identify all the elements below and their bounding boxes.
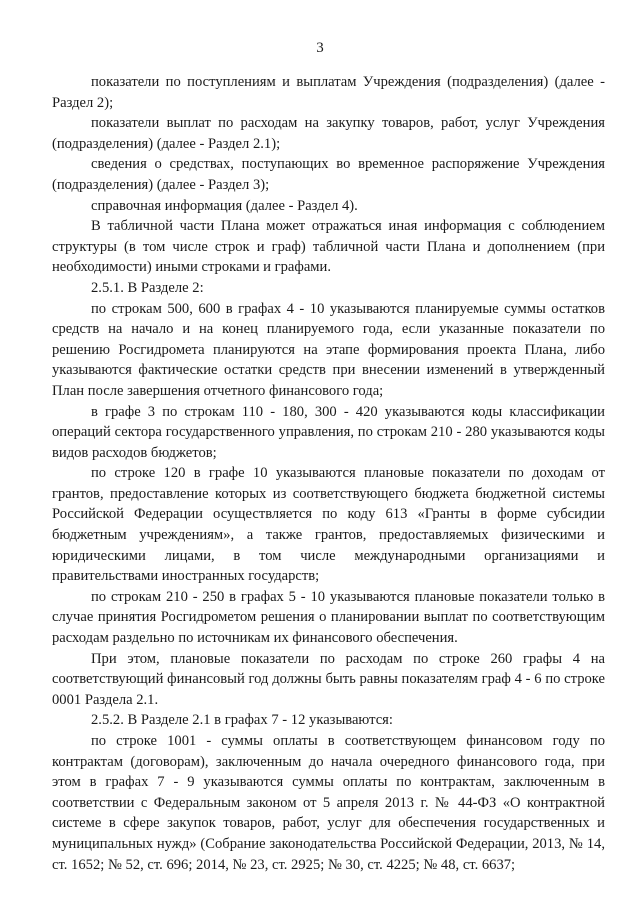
- paragraph: сведения о средствах, поступающих во временное распоряжение Учреждения (подразделения) (далее - Раздел 3);: [52, 156, 605, 193]
- paragraph: показатели выплат по расходам на закупку товаров, работ, услуг Учреждения (подразделения) (далее - Раздел 2.1);: [52, 115, 605, 152]
- section-heading: 2.5.2. В Разделе 2.1 в графах 7 - 12 указываются:: [91, 712, 393, 729]
- document-body: [52, 72, 605, 875]
- paragraph: справочная информация (далее - Раздел 4).: [91, 197, 358, 214]
- page-number: 3: [316, 40, 324, 56]
- paragraph: в графе 3 по строкам 110 - 180, 300 - 420 указываются коды классификации операций сектора государственного управления, по строкам 210 - 280 указываются коды видов расходов бюджетов;: [52, 403, 605, 461]
- paragraph: В табличной части Плана может отражаться иная информация с соблюдением структуры (в том числе строк и граф) табличной части Плана и дополнением (при необходимости) иными строками и графами.: [52, 218, 605, 276]
- paragraph: по строкам 210 - 250 в графах 5 - 10 указываются плановые показатели только в случае принятия Росгидрометом решения о планировании выплат по соответствующим расходам раздельно по источникам их финансового обеспечения.: [52, 588, 605, 647]
- paragraph: по строке 1001 - суммы оплаты в соответствующем финансовом году по контрактам (договорам), заключенным до начала очередного финансового года, при этом в графах 7 - 9 указываются суммы оплаты по контрактам, заключенным в соответствии с Федеральным законом от 5 апреля 2013 г. № 44-ФЗ «О контрактной системе в сфере закупок товаров, работ, услуг для обеспечения государственных и муниципальных нужд» (Собрание законодательства Российской Федерации, 2013, № 14, ст. 1652; № 52, ст. 696; 2014, № 23, ст. 2925; № 30, ст. 4225; № 48, ст. 6637;: [52, 733, 605, 873]
- section-heading: 2.5.1. В Разделе 2:: [91, 279, 204, 296]
- paragraph: по строке 120 в графе 10 указываются плановые показатели по доходам от грантов, предоставление которых из соответствующего бюджета бюджетной системы Российской Федерации осуществляется по коду 613 «Гранты в форме субсидии бюджетным учреждениям», а также грантов, предоставляемых физическими и юридическими лицами, в том числе международными организациями и правительствами иностранных государств;: [52, 465, 605, 585]
- paragraph: При этом, плановые показатели по расходам по строке 260 графы 4 на соответствующий финансовый год должны быть равны показателям граф 4 - 6 по строке 0001 Раздела 2.1.: [52, 650, 605, 708]
- paragraph: по строкам 500, 600 в графах 4 - 10 указываются планируемые суммы остатков средств на начало и на конец планируемого года, если указанные показатели по решению Росгидромета планируются на этапе формирования проекта Плана, либо указываются фактические остатки средств при внесении изменений в утвержденный План после завершения отчетного финансового года;: [52, 300, 605, 399]
- paragraph: показатели по поступлениям и выплатам Учреждения (подразделения) (далее - Раздел 2);: [52, 74, 605, 111]
